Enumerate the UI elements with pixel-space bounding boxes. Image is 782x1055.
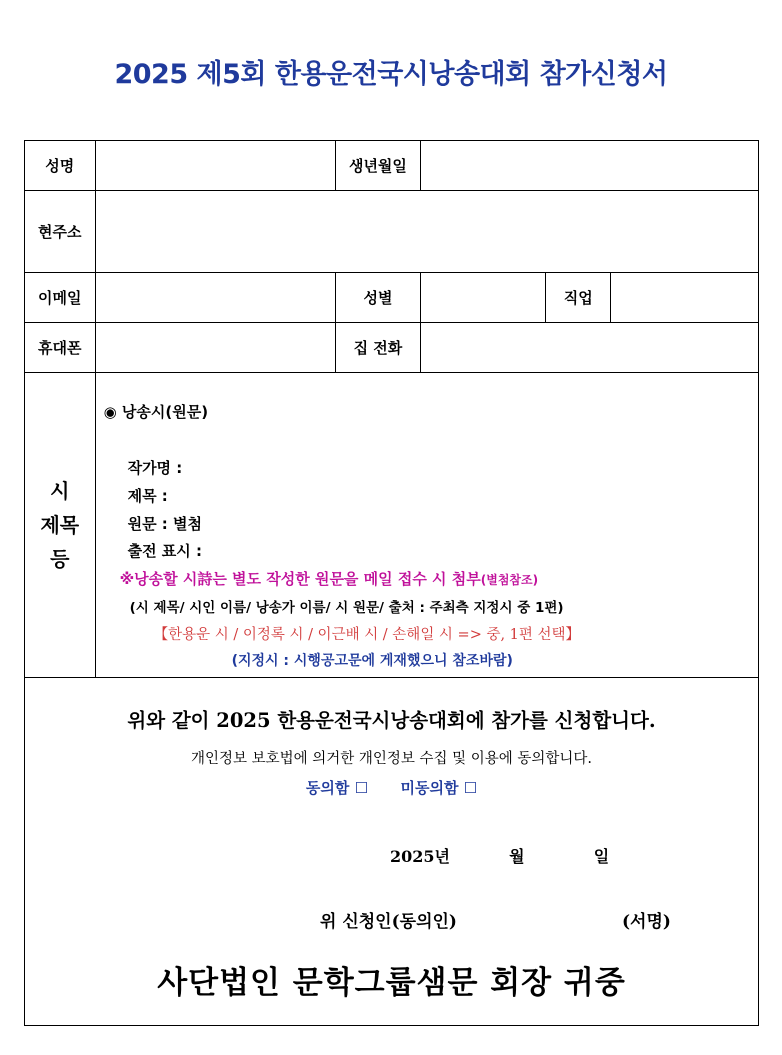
info-table: [25, 141, 758, 678]
applicant-label: 위 신청인(동의인): [320, 912, 457, 932]
label-address: 현주소: [25, 190, 95, 272]
disagree-checkbox[interactable]: 미동의함 ☐: [400, 779, 478, 797]
date-year: 2025년: [390, 847, 450, 866]
date-day: 일: [593, 847, 610, 866]
agreement-section: [25, 677, 758, 1027]
application-form: [24, 140, 759, 1026]
label-poem-line1: 시: [50, 478, 70, 503]
poem-cell: [95, 372, 758, 677]
label-mobile: 휴대폰: [25, 322, 95, 372]
consent-options: [25, 777, 758, 798]
poem-title-field: 제목 :: [127, 486, 168, 505]
label-poem: [25, 372, 95, 677]
label-home-phone: 집 전화: [335, 322, 420, 372]
poem-note-blue: (지정시 : 시행공고문에 게재했으니 참조바람): [231, 652, 513, 669]
agree-checkbox[interactable]: 동의함 ☐: [305, 779, 369, 797]
label-gender: 성별: [335, 272, 420, 322]
field-name[interactable]: [95, 141, 335, 190]
poem-option-radio[interactable]: ◉ 낭송시(원문): [103, 402, 209, 421]
field-mobile[interactable]: [95, 322, 335, 372]
field-home-phone[interactable]: [421, 322, 759, 372]
field-birth[interactable]: [421, 141, 759, 190]
poem-note-pink-main: ※낭송할 시詩는 별도 작성한 원문을 메일 접수 시 첨부: [119, 569, 481, 588]
privacy-consent-text: 개인정보 보호법에 의거한 개인정보 수집 및 이용에 동의합니다.: [190, 751, 593, 767]
label-poem-line2: 제목: [40, 512, 80, 537]
poem-note-red: 【한용운 시 / 이정록 시 / 이근배 시 / 손해일 시 => 중, 1편 선택】: [153, 626, 581, 643]
field-email[interactable]: [95, 272, 335, 322]
poem-note-black: (시 제목/ 시인 이름/ 낭송가 이름/ 시 원문/ 출처 : 주최측 지정시 중 1편): [129, 599, 564, 616]
label-name: 성명: [25, 141, 95, 190]
form-title: 2025 제5회 한용운전국시낭송대회 참가신청서: [114, 59, 668, 90]
field-job[interactable]: [611, 272, 758, 322]
poem-original: 원문 : 별첨: [127, 514, 202, 533]
label-poem-line3: 등: [50, 546, 70, 571]
addressee: 사단법인 문학그룹샘문 회장 귀중: [157, 965, 626, 1001]
label-email: 이메일: [25, 272, 95, 322]
date-month: 월: [509, 847, 525, 866]
poem-note-pink-small: (별첨참조): [480, 572, 539, 587]
label-birth: 생년월일: [335, 141, 420, 190]
agreement-statement: 위와 같이 2025 한용운전국시낭송대회에 참가를 신청합니다.: [127, 709, 656, 732]
field-gender[interactable]: [421, 272, 546, 322]
signature-label: (서명): [622, 912, 671, 932]
poem-source: 출전 표시 :: [127, 541, 202, 560]
poem-note-pink: [120, 568, 539, 589]
poem-author: 작가명 :: [127, 458, 183, 477]
date-line: [390, 844, 609, 867]
field-address[interactable]: [95, 190, 758, 272]
label-job: 직업: [546, 272, 611, 322]
